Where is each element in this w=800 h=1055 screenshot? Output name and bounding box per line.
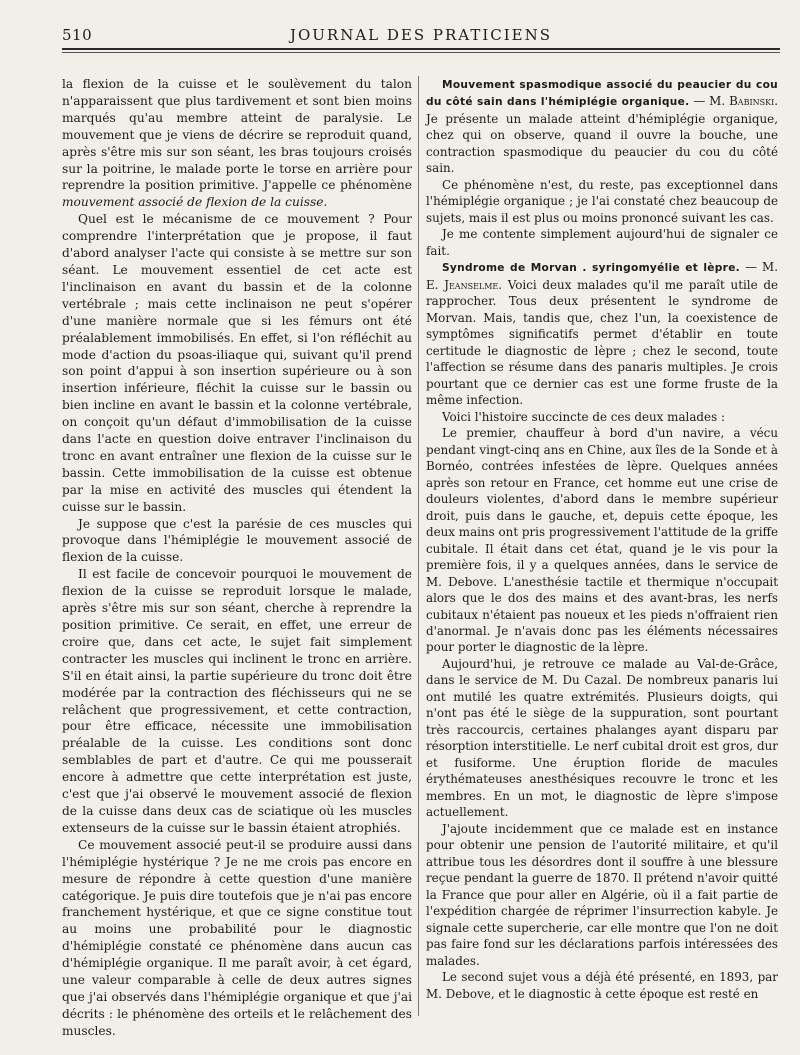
paragraph: Ce phénomène n'est, du reste, pas exceptionnel dans l'hémiplégie organique ; je l'ai constaté chez beaucoup de sujets, mais il est plus ou moins prononcé suivant les cas. <box>426 177 778 225</box>
section-paragraph <box>426 76 778 177</box>
paragraph: Je me contente simplement aujourd'hui de signaler ce fait. <box>426 227 778 258</box>
author-name: Jeanselme. <box>444 277 503 292</box>
paragraph: Ce mouvement associé peut-il se produire aussi dans l'hémiplégie hystérique ? Je ne me crois pas encore en mesure de répondre à cette question d'une manière catégorique. Je puis dire toutefois que je n'ai pas encore franchement hystérique, et que ce signe constitue tout au moins une probabilité pour le diagnostic d'hémiplégie constaté ce phénomène dans aucun cas d'hémiplégie organique. Il me paraît avoir, à cet égard, une valeur comparable à celle de deux autres signes que j'ai observés dans l'hémiplégie organique et que j'ai décrits : le phénomène des orteils et le relâchement des muscles. <box>62 837 412 1038</box>
page-number: 510 <box>62 26 93 44</box>
paragraph-text: Voici deux malades qu'il me paraît utile de rapprocher. Tous deux présentent le syndrome de Morvan. Mais, tandis que, chez l'un, la coexistence de symptômes significatifs permet d'établir en toute certitude le diagnostic de lèpre ; chez le second, toute l'affection se résume dans des panaris multiples. Je crois pourtant que ce dernier cas est une forme fruste de la même infection. <box>426 277 779 408</box>
column-divider <box>418 76 419 1016</box>
paragraph: Le second sujet vous a déjà été présenté, en 1893, par M. Debove, et le diagnostic à cette époque est resté en <box>426 970 778 1001</box>
author-prefix: M. E. <box>426 260 779 292</box>
section-heading: Syndrome de Morvan . syringomyélie et lèpre. <box>442 262 740 275</box>
paragraph: Il est facile de concevoir pourquoi le mouvement de flexion de la cuisse se reproduit lorsque le malade, après s'être mis sur son séant, cherche à reprendre la position primitive. Ce serait, en effet, une erreur de croire que, dans cet acte, le sujet fait simplement contracter les muscles qui inclinent le tronc en arrière. S'il en était ainsi, la partie supérieure du tronc doit être modérée par la contraction des fléchisseurs qui ne se relâchent que progressivement, et cette contraction, pour être efficace, nécessite une immobilisation préalable de la cuisse. Les conditions sont donc semblables de part et d'autre. Ce qui me pousserait encore à admettre que cette interprétation est juste, c'est que j'ai observé le mouvement associé de flexion de la cuisse dans deux cas de sciatique où les muscles extenseurs de la cuisse sur le bassin étaient atrophiés. <box>62 567 412 835</box>
section-heading: Mouvement spasmodique associé du peaucier du cou du côté sain dans l'hémiplégie organique. <box>426 79 778 109</box>
heading-dash: — <box>745 260 757 275</box>
header-rule-thin <box>62 52 780 53</box>
running-title: JOURNAL DES PRATICIENS <box>289 26 553 44</box>
author-prefix: — M. <box>693 94 726 109</box>
paragraph: Quel est le mécanisme de ce mouvement ? Pour comprendre l'interprétation que je propose, il faut d'abord analyser l'acte qui consiste à se mettre sur son séant. Le mouvement essentiel de cet acte est l'inclinaison en avant du bassin et de la colonne vertébrale ; mais cette inclinaison ne peut s'opérer d'une manière normale que si les fémurs ont été préalablement immobilisés. En effet, si l'on réfléchit au mode d'action du psoas-iliaque qui, suivant qu'il prend son point d'appui à son insertion supérieure ou à son insertion inférieure, fléchit la cuisse sur le bassin ou bien incline en avant le bassin et la colonne vertébrale, on conçoit qu'un défaut d'immobilisation de la cuisse dans l'acte en question doive entraver l'inclinaison du tronc en avant entraîner une flexion de la cuisse sur le bassin. Cette immobilisation de la cuisse est obtenue par la mise en activité des muscles qui étendent la cuisse sur le bassin. <box>62 212 412 514</box>
paragraph-text: Je présente un malade atteint d'hémiplégie organique, chez qui on observe, quand il ouvre la bouche, une contraction spasmodique du peaucier du cou du côté sain. <box>426 111 778 176</box>
section-paragraph <box>426 259 778 408</box>
header-rule <box>62 48 780 50</box>
page-header <box>62 24 780 48</box>
paragraph <box>62 76 412 211</box>
paragraph: J'ajoute incidemment que ce malade est en instance pour obtenir une pension de l'autorité militaire, et qu'il attribue tous les désordres dont il souffre à une blessure reçue pendant la guerre de 1870. Il prétend n'avoir quitté la France que pour aller en Algérie, où il a fait partie de l'expédition chargée de réprimer l'insurrection kabyle. Je signale cette supercherie, car elle montre que l'on ne doit pas faire fond sur les déclarations parfois intéressées des malades. <box>426 821 778 968</box>
paragraph: Je suppose que c'est la parésie de ces muscles qui provoque dans l'hémiplégie le mouvement associé de flexion de la cuisse. <box>62 516 412 565</box>
emphasized-term: mouvement associé de flexion de la cuisse. <box>62 195 328 210</box>
paragraph: Le premier, chauffeur à bord d'un navire, a vécu pendant vingt-cinq ans en Chine, aux îles de la Sonde et à Bornéo, contrées infestées de lèpre. Quelques années après son retour en France, cet homme eut une crise de douleurs violentes, d'abord dans le membre supérieur droit, puis dans le gauche, et, depuis cette époque, les deux mains ont pris progressivement l'attitude de la griffe cubitale. Il était dans cet état, quand je le vis pour la première fois, il y a quelques années, dans le service de M. Debove. L'anesthésie tactile et thermique n'occupait alors que le dos des mains et des avant-bras, les nerfs cubitaux n'étaient pas noueux et les pieds n'offraient rien d'anormal. Je n'avais donc pas les éléments nécessaires pour porter le diagnostic de la lèpre. <box>426 426 778 655</box>
paragraph: Voici l'histoire succincte de ces deux malades : <box>442 409 725 424</box>
paragraph-text: la flexion de la cuisse et le soulèvement du talon n'apparaissent que plus tardivement et sont bien moins marqués qu'au membre atteint de paralysie. Le mouvement que je viens de décrire se reproduit quand, après s'être mis sur son séant, les bras toujours croisés sur la poitrine, le malade porte le torse en arrière pour reprendre la position primitive. J'appelle ce phénomène <box>62 77 412 193</box>
paragraph: Aujourd'hui, je retrouve ce malade au Val-de-Grâce, dans le service de M. Du Cazal. De nombreux panaris lui ont mutilé les quatre extrémités. Plusieurs doigts, qui n'ont pas été le siège de la suppuration, sont pourtant très raccourcis, certaines phalanges ayant disparu par résorption interstitielle. Le nerf cubital droit est gros, dur et fusiforme. Une éruption floride de macules érythémateuses anesthésiques recouvre le tronc et les membres. En un mot, le diagnostic de lèpre s'impose actuellement. <box>426 656 778 820</box>
right-column <box>426 76 778 1002</box>
author-name: Babinski. <box>729 94 779 109</box>
left-column <box>62 76 412 1040</box>
